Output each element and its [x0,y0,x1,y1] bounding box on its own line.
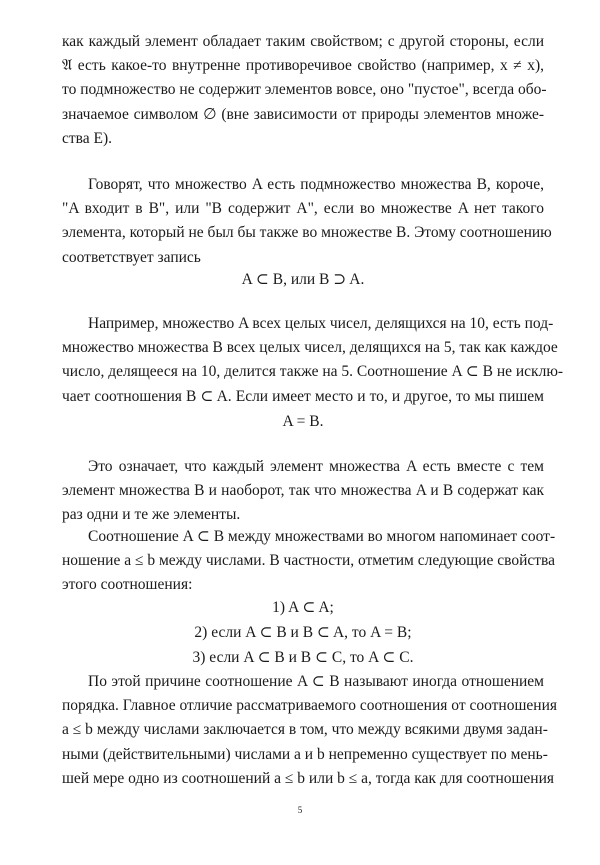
text-line: шей мере одно из соотношений a ≤ b или b ≤ a, тогда как для соотношения [62,769,555,787]
text-line: Соотношение A ⊂ B между множествами во многом напоминает соот- [88,528,556,545]
text-line: соответствует запись [62,248,201,266]
text-line: этого соотношения: [62,576,193,594]
text-line: a ≤ b между числами заключается в том, что между всякими двумя задан- [62,721,548,739]
paragraph-subset-definition [62,173,552,270]
text-line: По этой причине соотношение A ⊂ B называют иногда отношением [88,673,544,690]
text-line: Это означает, что каждый элемент множества A есть вместе с тем [88,458,544,475]
properties-list [62,595,544,670]
text-line: элемента, который не был бы также во множестве B. Этому соотношению [62,224,552,242]
page-number: 5 [297,805,303,815]
text-line: как каждый элемент обладает таким свойством; с другой стороны, если [62,33,544,50]
text-line: 𝔄 есть какое-то внутренне противоречивое свойство (например, x ≠ x), [62,57,544,75]
paragraph-comparison [62,525,556,598]
property-item: 3) если A ⊂ B и B ⊂ C, то A ⊂ C. [192,649,414,666]
text-line: порядка. Главное отличие рассматриваемого соотношения от соотношения [62,697,557,715]
property-item: 1) A ⊂ A; [272,599,334,616]
text-line: раз одни и те же элементы. [62,506,241,524]
paragraph-meaning [62,455,544,528]
property-item: 2) если A ⊂ B и B ⊂ A, то A = B; [194,624,412,641]
text-line: чает соотношения B ⊂ A. Если имеет место и то, и другое, то мы пишем [62,387,544,405]
text-line: значаемое символом ∅ (вне зависимости от природы элементов множе- [62,105,544,123]
text-line: то подмножество не содержит элементов вовсе, оно "пустое", всегда обо- [62,81,547,99]
text-line: "A входит в B", или "B содержит A", если во множестве A нет такого [62,200,544,218]
text-line: Говорят, что множество A есть подмножество множества B, короче, [88,176,544,193]
text-line: ными (действительными) числами a и b непременно существует по мень- [62,745,548,763]
formula-equality: A = B. [282,413,324,430]
text-line: ства E). [62,129,113,147]
paragraph-empty-set [62,30,547,151]
paragraph-order-relation [62,670,557,791]
text-line: число, делящееся на 10, делится также на 5. Соотношение A ⊂ B не исклю- [62,363,564,381]
text-line: Например, множество A всех целых чисел, делящихся на 10, есть под- [88,315,554,332]
text-line: ношение a ≤ b между числами. В частности, отметим следующие свойства [62,552,556,570]
formula-subset: A ⊂ B, или B ⊃ A. [241,271,365,288]
text-line: множество множества B всех целых чисел, делящихся на 5, так как каждое [62,339,558,357]
text-line: элемент множества B и наоборот, так что множества A и B содержат как [62,482,544,500]
paragraph-example [62,312,564,409]
